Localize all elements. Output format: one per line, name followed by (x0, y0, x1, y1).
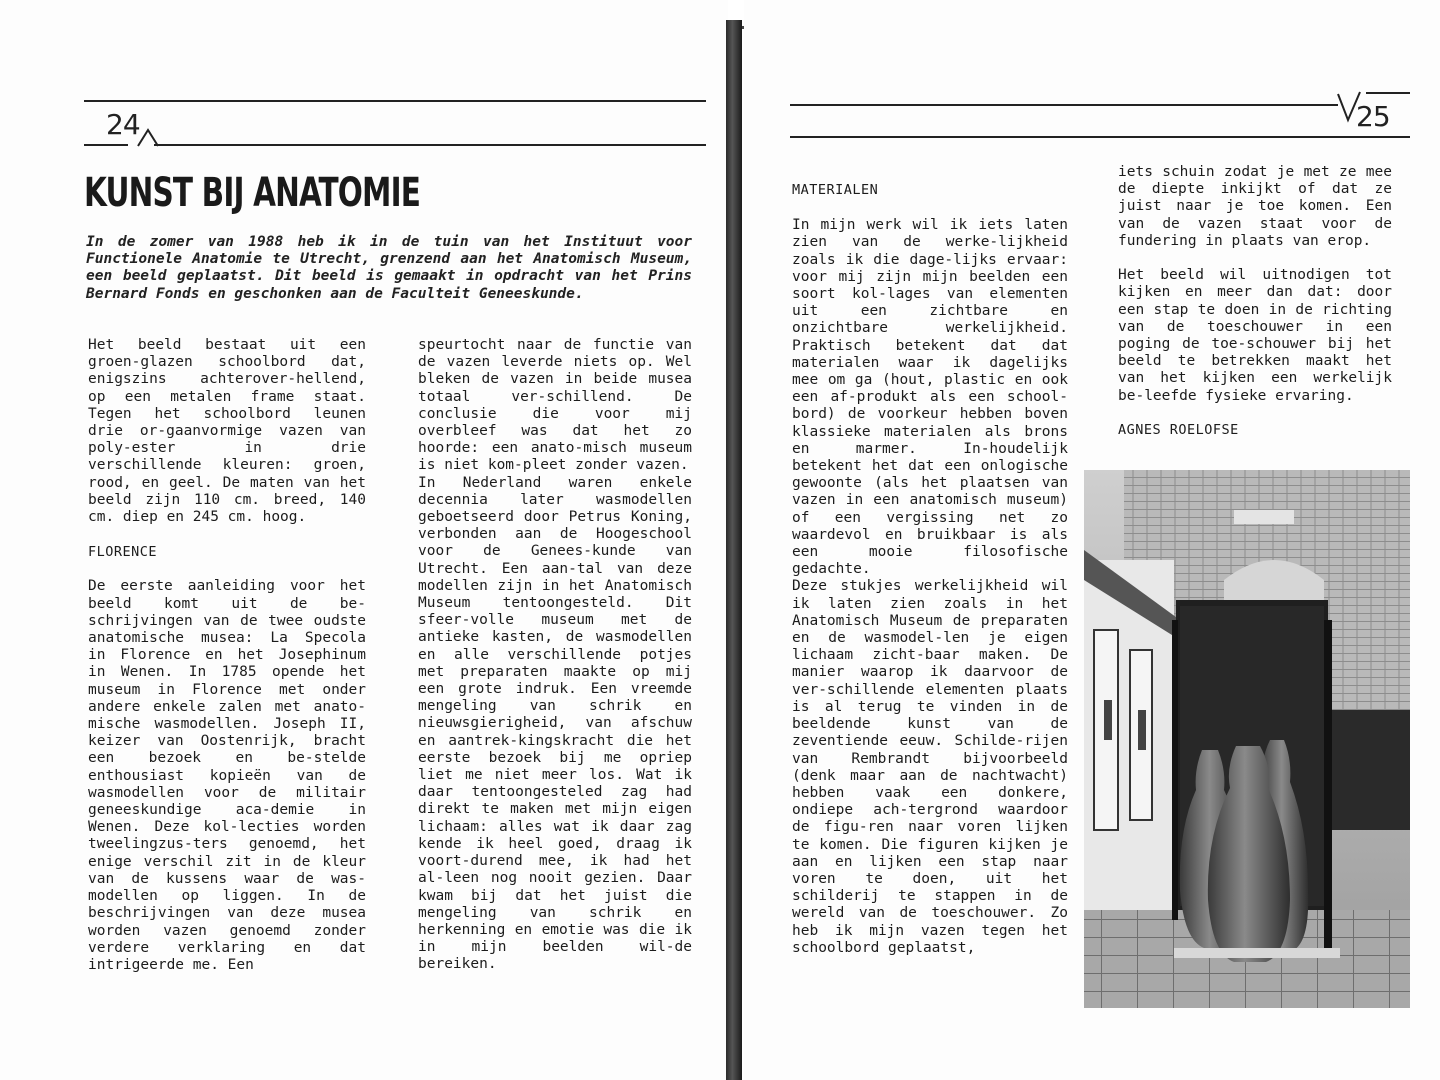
section-heading-florence: FLORENCE (88, 544, 158, 561)
header-rule-left-top (84, 100, 706, 102)
text-column-2 (418, 337, 692, 974)
article-title: KUNST BIJ ANATOMIE (84, 170, 421, 216)
header-rule-right-top-ext (1366, 92, 1410, 94)
text-column-3 (792, 182, 1068, 957)
paragraph: Deze stukjes werkelijkheid wil ik laten zien zoals in het Anatomisch Museum de preparaten en de wasmodel-len je eigen lichaam zicht-baar maken. De manier waarop ik daarvoor de ver-schillende elementen plaats is al terug te vinden in de beeldende kunst van de zeventiende eeuw. Schilde-rijen van Rembrandt bijvoorbeeld (denk maar aan de nachtwacht) hebben vaak een donkere, ondiepe ach-tergrond waardoor de figu-ren naar voren lijken te komen. Die figuren kijken je aan en lijken een stap naar voren te doen, uit het schilderij te stappen in de wereld van de toeschouwer. Zo heb ik mijn vazen tegen het schoolbord geplaatst, (792, 578, 1068, 956)
page-number-left: 24 (106, 108, 140, 141)
paragraph: In Nederland waren enkele decennia later wasmodellen geboetseerd door Petrus Koning, verbonden aan de Hoogeschool voor de Genees-kunde van Utrecht. Een aan-tal van deze modellen zijn in het Anatomisch Museum tentoongesteld. Dit sfeer-volle museum met de antieke kasten, de wasmodellen en alle verschillende potjes met preparaten maakte op mij een grote indruk. Een vreemde mengeling van schrik en nieuwsgierigheid, van afschuw en aantrek-kingskracht die het eerste bezoek bij me opriep liet me niet meer los. Wat ik daar tentoongesteled zag had direkt te maken met mijn eigen lichaam: alles wat ik daar zag kende ik heel goed, draag ik voort-durend mee, ik had het al-leen nog nooit gezien. Daar kwam bij dat het juist die mengeling van schrik en herkenning en emotie was die ik in mijn beelden wil-de bereiken. (418, 474, 692, 973)
header-rule-right-top (790, 104, 1338, 106)
book-spine (726, 20, 742, 1080)
text-column-4 (1118, 164, 1392, 439)
paragraph: Het beeld bestaat uit een groen-glazen schoolbord dat, enigszins achterover-hellend, op een metalen frame staat. Tegen het schoolbord leunen drie or-gaanvormige vazen van poly-ester in drie verschillende kleuren: groen, rood, en geel. De maten van het beeld zijn 110 cm. breed, 140 cm. diep en 245 cm. hoog. (88, 337, 366, 526)
paragraph: In mijn werk wil ik iets laten zien van de werke-lijkheid zoals ik die dage-lijks ervaar: voor mij zijn mijn beelden een soort kol-lages van elementen uit een zichtbare en onzichtbare werkelijkheid. Praktisch betekent dat dat materialen waar ik dagelijks mee om ga (hout, plastic en ook een af-produkt als een school-bord) de voorkeur hebben boven klassieke materialen als brons en marmer. In-houdelijk betekent het dat een onlogische gewoonte (als het plaatsen van vazen in een anatomisch museum) of een vergissing net zo waardevol en bruikbaar is als een mooie filosofische gedachte. (792, 217, 1068, 578)
paragraph: Het beeld wil uitnodigen tot kijken en meer dan dat: door een stap te doen in de richting van de toeschouwer in een poging de toe-schouwer bij het beeld te betrekken maakt het van het kijken een werkelijk be-leefde fysieke ervaring. (1118, 267, 1392, 404)
header-rule-right-bottom (790, 136, 1410, 138)
paragraph: iets schuin zodat je met ze mee de diepte inkijkt of dat ze juist naar je toe komen. Een van de vazen staat voor de fundering in plaats van erop. (1118, 164, 1392, 249)
header-rule-left-bottom (154, 144, 706, 146)
header-rule-left-short (84, 144, 128, 146)
page-number-tick-left (136, 128, 166, 148)
paragraph: speurtocht naar de functie van de vazen leverde niets op. Wel bleken de vazen in beide musea totaal ver-schillend. De conclusie die voor mij overbleef was dat het zo hoorde: een anato-misch museum is niet kom-pleet zonder vazen. (418, 337, 692, 474)
section-heading-materialen: MATERIALEN (792, 182, 879, 198)
page-number-right: 25 (1356, 100, 1390, 133)
article-intro: In de zomer van 1988 heb ik in de tuin van het Instituut voor Functionele Anatomie te Utrecht, grenzend aan het Anatomisch Museum, een beeld geplaatst. Dit beeld is gemaakt in opdracht van het Prins Bernard Fonds en geschonken aan de Faculteit Geneeskunde. (86, 234, 692, 302)
text-column-1 (88, 337, 366, 974)
paragraph: De eerste aanleiding voor het beeld komt uit de be-schrijvingen van de twee oudste anatomische musea: La Specola in Florence en het Josephinum in Wenen. In 1785 opende het museum in Florence met onder andere enkele zalen met anato-mische wasmodellen. Joseph II, keizer van Oostenrijk, bracht een bezoek en be-stelde enthousiast kopieën van de wasmodellen voor de militair geneeskundige aca-demie in Wenen. Deze kol-lecties worden tweelingzus-ters genoemd, het enige verschil zit in de kleur van de kussens waar de was-modellen op liggen. In de beschrijvingen van deze musea worden vazen genoemd zonder verdere verklaring en dat intrigeerde me. Een (88, 578, 366, 973)
author-signature: AGNES ROELOFSE (1118, 421, 1239, 438)
sculpture-photo (1084, 470, 1410, 1008)
